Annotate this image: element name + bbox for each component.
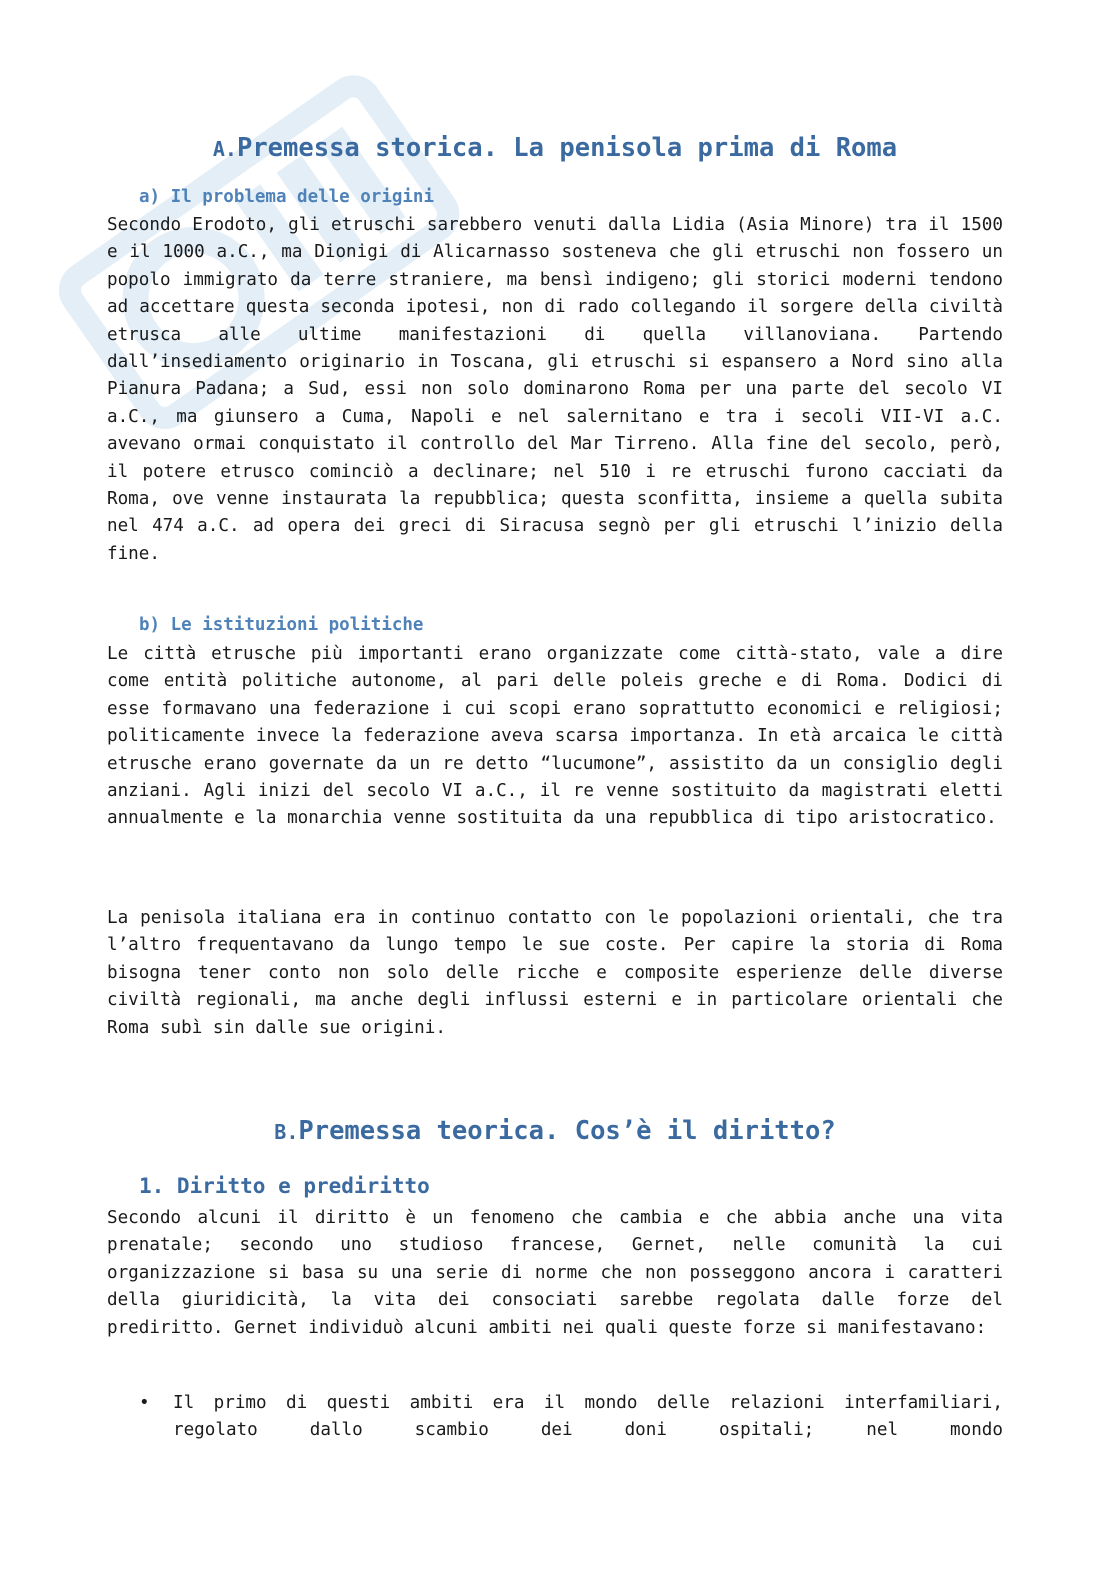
paragraph-prediritto: Secondo alcuni il diritto è un fenomeno che cambia e che abbia anche una vita prenatale; secondo uno studioso francese, Gernet, nelle comunità la cui organizzazione si basa su una serie di norme che non posseggono ancora i caratteri della giuridicità, la vita dei consociati sarebbe regolata dalle forze del prediritto. Gernet individuò alcuni ambiti nei quali queste forze si manifestavano: [107, 1208, 1003, 1338]
subsection-b-heading: b) Le istituzioni politiche [139, 615, 424, 635]
section-b-title: Premessa teorica. Cos’è il diritto? [298, 1116, 836, 1146]
section-b-letter: B. [274, 1120, 299, 1144]
section-a-title: Premessa storica. La penisola prima di Roma [236, 133, 898, 163]
section-b-heading [107, 1116, 1003, 1146]
paragraph-orient-contacts: La penisola italiana era in continuo contatto con le popolazioni orientali, che tra l’altro frequentavano da lungo tempo le sue coste. Per capire la storia di Roma bisogna tener conto non solo delle ricche e composite esperienze delle diverse civiltà regionali, ma anche degli influssi esterni e in particolare orientali che Roma subì sin dalle sue origini. [107, 908, 1003, 1038]
section-a-letter: A. [212, 137, 237, 161]
paragraph-origins: Secondo Erodoto, gli etruschi sarebbero venuti dalla Lidia (Asia Minore) tra il 1500 e il 1000 a.C., ma Dionigi di Alicarnasso sosteneva che gli etruschi non fossero un popolo immigrato da terre straniere, ma bensì indigeno; gli storici moderni tendono ad accettare questa seconda ipotesi, non di rado collegando il sorgere della civiltà etrusca alle ultime manifestazioni di quella villanoviana. Partendo dall’insediamento originario in Toscana, gli etruschi si espansero a Nord sino alla Pianura Padana; a Sud, essi non solo dominarono Roma per una parte del secolo VI a.C., ma giunsero a Cuma, Napoli e nel salernitano e tra i secoli VII-VI a.C. avevano ormai conquistato il controllo del Mar Tirreno. Alla fine del secolo, però, il potere etrusco cominciò a declinare; nel 510 i re etruschi furono cacciati da Roma, ove venne instaurata la repubblica; questa sconfitta, insieme a quella subita nel 474 a.C. ad opera dei greci di Siracusa segnò per gli etruschi l’inizio della fine. [107, 215, 1003, 564]
subsection-a-heading: a) Il problema delle origini [139, 187, 435, 207]
section-a-heading [107, 133, 1003, 163]
paragraph-institutions: Le città etrusche più importanti erano organizzate come città-stato, vale a dire come entità politiche autonome, al pari delle poleis greche e di Roma. Dodici di esse formavano una federazione i cui scopi erano soprattutto economici e religiosi; politicamente invece la federazione aveva scarsa importanza. In età arcaica le città etrusche erano governate da un re detto “lucumone”, assistito da un consiglio degli anziani. Agli inizi del secolo VI a.C., il re venne sostituito da magistrati eletti annualmente e la monarchia venne sostituita da una repubblica di tipo aristocratico. [107, 644, 1003, 829]
bullet-icon: • [139, 1393, 150, 1413]
list-item: Il primo di questi ambiti era il mondo delle relazioni interfamiliari, regolato dallo scambio dei doni ospitali; nel mondo [173, 1393, 1003, 1441]
subsection-1-heading: 1. Diritto e prediritto [139, 1174, 430, 1198]
